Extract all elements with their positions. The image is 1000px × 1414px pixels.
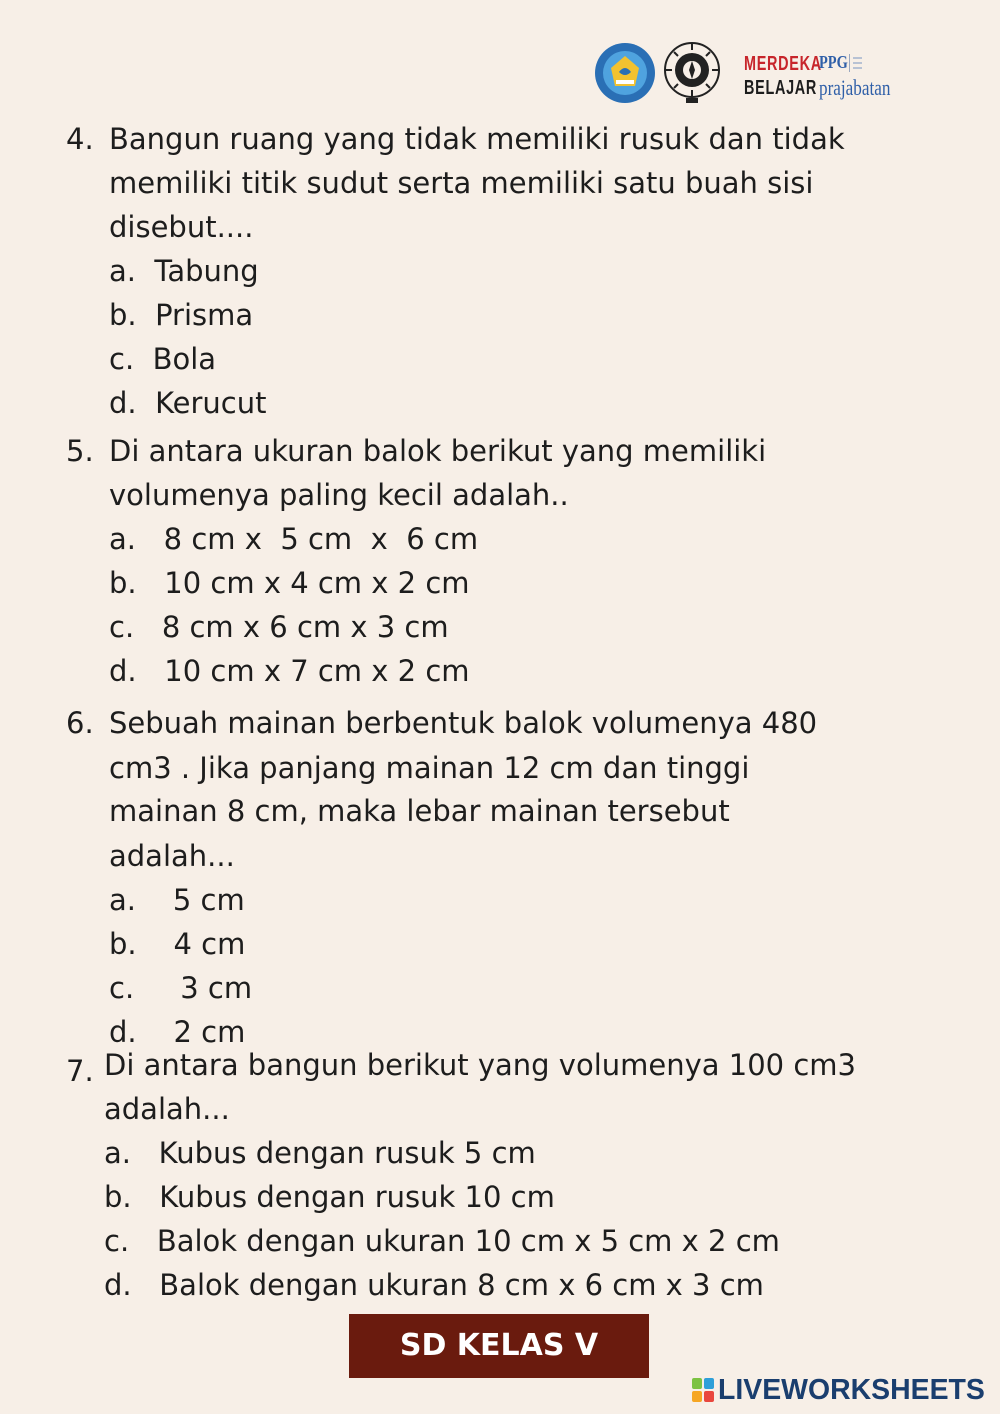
liveworksheets-brand: [692, 1372, 992, 1408]
merdeka-text: MERDEKA: [744, 53, 822, 75]
question-text-line: adalah...: [104, 1092, 230, 1126]
option-b[interactable]: b. 10 cm x 4 cm x 2 cm: [109, 566, 470, 600]
option-c[interactable]: c. 3 cm: [109, 971, 253, 1005]
question-text-line: volumenya paling kecil adalah..: [109, 478, 569, 512]
prajabatan-text: prajabatan: [819, 75, 891, 100]
option-c[interactable]: c. 8 cm x 6 cm x 3 cm: [109, 610, 449, 644]
ppg-small-print-icon: [849, 54, 864, 72]
question-text-line: memiliki titik sudut serta memiliki satu buah sisi: [109, 166, 814, 200]
class-badge: SD KELAS V: [349, 1314, 649, 1378]
question-text-line: Sebuah mainan berbentuk balok volumenya 480: [109, 706, 818, 740]
unm-logo-icon: [660, 40, 724, 106]
kemdikbud-logo-icon: [594, 42, 656, 104]
header-logos: [594, 40, 894, 110]
option-d[interactable]: d. 2 cm: [109, 1015, 246, 1049]
option-b[interactable]: b. Prisma: [109, 298, 254, 332]
question-number: 6.: [66, 706, 94, 740]
option-d[interactable]: d. 10 cm x 7 cm x 2 cm: [109, 654, 470, 688]
option-a[interactable]: a. Kubus dengan rusuk 5 cm: [104, 1136, 536, 1170]
liveworksheets-text: LIVEWORKSHEETS: [718, 1374, 985, 1406]
question-text-line: disebut....: [109, 210, 254, 244]
liveworksheets-icon: [692, 1378, 714, 1402]
option-c[interactable]: c. Balok dengan ukuran 10 cm x 5 cm x 2 cm: [104, 1224, 780, 1258]
question-text-line: Bangun ruang yang tidak memiliki rusuk dan tidak: [109, 122, 845, 156]
question-text-line: Di antara ukuran balok berikut yang memiliki: [109, 434, 767, 468]
option-c[interactable]: c. Bola: [109, 342, 217, 376]
ppg-text: PPG: [819, 52, 848, 72]
belajar-text: BELAJAR: [744, 77, 818, 99]
question-text-line: cm3 . Jika panjang mainan 12 cm dan tinggi: [109, 751, 750, 785]
ppg-prajabatan-logo: [819, 52, 911, 101]
question-number: 7.: [66, 1054, 94, 1088]
option-a[interactable]: a. 8 cm x 5 cm x 6 cm: [109, 522, 479, 556]
question-text-line: adalah...: [109, 839, 235, 873]
option-b[interactable]: b. Kubus dengan rusuk 10 cm: [104, 1180, 555, 1214]
merdeka-belajar-logo: [744, 52, 822, 100]
option-d[interactable]: d. Balok dengan ukuran 8 cm x 6 cm x 3 cm: [104, 1268, 764, 1302]
question-number: 5.: [66, 434, 94, 468]
question-text-line: mainan 8 cm, maka lebar mainan tersebut: [109, 794, 730, 828]
question-text-line: Di antara bangun berikut yang volumenya 100 cm3: [104, 1048, 856, 1082]
option-d[interactable]: d. Kerucut: [109, 386, 267, 420]
option-a[interactable]: a. Tabung: [109, 254, 259, 288]
option-b[interactable]: b. 4 cm: [109, 927, 246, 961]
question-number: 4.: [66, 122, 94, 156]
option-a[interactable]: a. 5 cm: [109, 883, 245, 917]
